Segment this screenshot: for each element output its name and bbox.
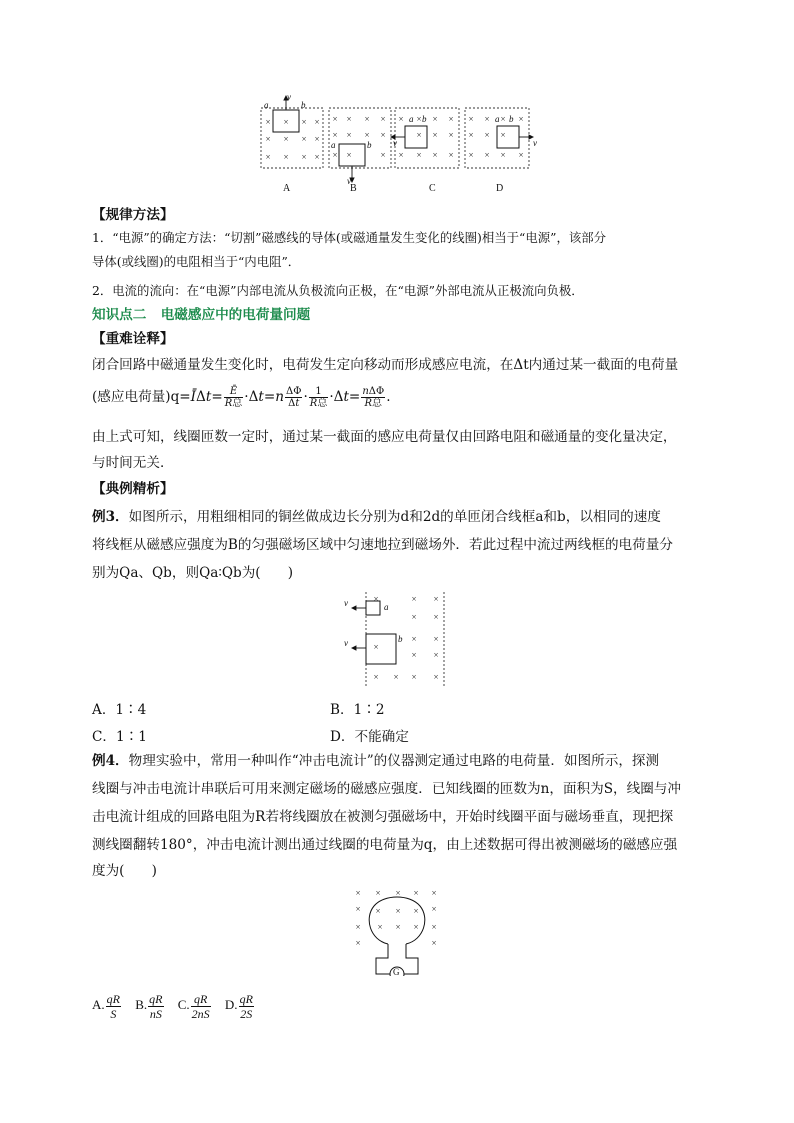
knowledge-heading [92,306,310,324]
figure-label-d: D [496,183,504,194]
svg-text:×: × [416,130,422,140]
example-4-line-2: 线圈与冲击电流计串联后可用来测定磁场的磁感应强度．已知线圈的匝数为n，面积为S，线圈与冲 [92,781,682,797]
svg-text:×: × [432,114,438,124]
svg-text:×: × [416,150,422,160]
svg-text:v: v [287,92,291,102]
svg-text:×: × [301,134,307,144]
figure-four-panels [255,92,555,197]
svg-text:×: × [395,922,401,932]
explain-line-1: 闭合回路中磁通量发生变化时，电荷发生定向移动而形成感应电流，在Δt内通过某一截面的电荷量 [92,357,679,373]
example-3-option-b[interactable]: B．1∶2 [330,702,385,718]
example-4-line-3: 击电流计组成的回路电阻为R若将线圈放在被测匀强磁场中，开始时线圈平面与磁场垂直，现把探 [92,809,674,825]
example-3-line-2: 将线框从磁感应强度为B的匀强磁场区域中匀速地拉到磁场外．若此过程中流过两线框的电荷量分 [92,537,673,553]
svg-text:v: v [347,176,351,186]
svg-text:×: × [283,152,289,162]
svg-text:×: × [432,130,438,140]
method-point-2: 2．电流的流向：在“电源”内部电流从负极流向正极，在“电源”外部电流从正极流向负极． [92,283,584,298]
explain-heading: 【重难诠释】 [92,331,174,347]
example-3-option-a[interactable]: A．1∶4 [92,702,147,718]
method-point-1-line-2: 导体(或线圈)的电阻相当于“内电阻”． [92,254,301,269]
svg-text:×: × [373,672,379,682]
svg-text:×: × [500,114,506,124]
svg-text:×: × [468,150,474,160]
svg-text:×: × [364,130,370,140]
svg-text:b: b [367,140,372,150]
svg-text:×: × [433,612,439,622]
figure-label-b: B [350,183,357,194]
svg-text:×: × [433,594,439,604]
svg-text:×: × [411,634,417,644]
svg-text:×: × [265,152,271,162]
svg-text:×: × [433,634,439,644]
svg-text:×: × [413,888,419,898]
examples-heading: 【典例精析】 [92,481,174,497]
svg-text:×: × [395,906,401,916]
svg-text:×: × [411,612,417,622]
figure-two-frames [340,590,450,688]
svg-text:v: v [533,138,537,148]
svg-text:×: × [355,938,361,948]
svg-text:×: × [398,150,404,160]
svg-text:×: × [500,150,506,160]
svg-text:a: a [409,114,414,124]
example-3-text-1: 如图所示，用粗细相同的铜丝做成边长分别为d和2d的单匝闭合线框a和b，以相同的速度 [128,509,661,525]
svg-text:×: × [375,888,381,898]
svg-text:×: × [314,134,320,144]
svg-text:×: × [448,130,454,140]
galvanometer-label: G [393,967,400,977]
svg-text:×: × [433,650,439,660]
svg-text:×: × [314,152,320,162]
svg-text:×: × [484,150,490,160]
fraction-dphi-over-dt: $\frac{\Delta\Phi}{\Delta t}$ [286,386,302,409]
svg-text:×: × [431,888,437,898]
svg-text:×: × [398,114,404,124]
svg-text:×: × [265,134,271,144]
svg-text:×: × [411,672,417,682]
svg-text:b: b [509,114,514,124]
svg-text:×: × [332,114,338,124]
svg-text:b: b [398,634,403,644]
fraction-ndphi-over-r: $\frac{\text{nΔΦ}}{\text{R总}}$ [362,386,385,409]
example-4-option-b[interactable]: B. $\frac{qR}{nS}$ [135,992,163,1021]
svg-text:×: × [373,594,379,604]
svg-text:×: × [468,114,474,124]
example-3-option-d[interactable]: D．不能确定 [330,729,409,745]
svg-text:b: b [301,100,306,110]
example-4-label: 例4． [92,753,129,769]
method-point-1-line-1: 1．“电源”的确定方法：“切割”磁感线的导体(或磁通量发生变化的线圈)相当于“电源”，该部分 [92,230,607,245]
example-3-option-c[interactable]: C．1∶1 [92,729,147,745]
svg-text:×: × [265,117,271,127]
example-4-text-1: 物理实验中，常用一种叫作“冲击电流计”的仪器测定通过电路的电荷量．如图所示，探测 [128,753,660,769]
svg-text:×: × [283,117,289,127]
svg-text:×: × [283,134,289,144]
svg-text:×: × [364,114,370,124]
svg-text:×: × [413,906,419,916]
example-4-options [92,992,255,1021]
explain-line-4: 与时间无关． [92,455,174,471]
knowledge-tag: 知识点二 [92,307,147,323]
example-4-line-5: 度为( ) [92,863,157,879]
example-3-line-3: 别为Qa、Qb，则Qa∶Qb为( ) [92,565,294,581]
svg-text:×: × [413,922,419,932]
svg-text:×: × [380,114,386,124]
svg-text:×: × [431,904,437,914]
svg-text:×: × [395,888,401,898]
svg-text:×: × [518,150,524,160]
svg-text:a: a [331,140,336,150]
svg-text:×: × [433,672,439,682]
explain-line-3: 由上式可知，线圈匝数一定时，通过某一截面的感应电荷量仅由回路电阻和磁通量的变化量决定， [92,429,677,445]
svg-text:×: × [301,117,307,127]
svg-text:×: × [373,642,379,652]
explain-formula-prefix: (感应电荷量)q= [92,389,191,405]
example-3-label: 例3． [92,509,129,525]
svg-text:v: v [393,138,397,148]
fraction-emf-over-r: $\frac{Ē}{\text{R总}}$ [224,386,243,409]
method-heading: 【规律方法】 [92,207,174,223]
svg-text:×: × [346,130,352,140]
svg-text:×: × [380,130,386,140]
svg-text:×: × [332,150,338,160]
svg-text:×: × [346,114,352,124]
svg-text:×: × [346,150,352,160]
example-3-line-1 [92,508,661,526]
svg-text:×: × [431,922,437,932]
svg-text:×: × [375,906,381,916]
svg-text:×: × [355,904,361,914]
svg-text:a: a [495,114,500,124]
svg-text:v: v [344,598,348,608]
svg-text:×: × [484,130,490,140]
svg-text:×: × [484,114,490,124]
figure-label-a: A [283,183,291,194]
example-4-option-c[interactable]: C. $\frac{qR}{2nS}$ [177,992,210,1021]
svg-text:a: a [264,100,269,110]
figure-coil-galvanometer [348,884,444,976]
svg-text:×: × [332,130,338,140]
svg-text:×: × [448,150,454,160]
svg-text:×: × [411,650,417,660]
example-4-line-4: 测线圈翻转180°，冲击电流计测出通过线圈的电荷量为q，由上述数据可得出被测磁场的磁感应强 [92,837,678,853]
svg-text:×: × [500,130,506,140]
svg-text:×: × [314,117,320,127]
svg-text:×: × [518,114,524,124]
example-4-line-1 [92,752,659,770]
svg-text:×: × [448,114,454,124]
svg-text:×: × [355,922,361,932]
svg-text:×: × [377,922,383,932]
svg-text:×: × [380,150,386,160]
svg-text:×: × [355,888,361,898]
svg-text:a: a [384,602,389,612]
svg-text:×: × [393,672,399,682]
svg-text:×: × [432,150,438,160]
example-4-option-d[interactable]: D. $\frac{qR}{2S}$ [224,992,253,1021]
svg-text:×: × [431,938,437,948]
figure-label-c: C [429,183,436,194]
svg-text:×: × [416,114,422,124]
fraction-one-over-r: $\frac{1}{\text{R总}}$ [309,386,328,409]
svg-text:v: v [344,638,348,648]
example-4-option-a[interactable]: A. $\frac{qR}{S}$ [92,992,120,1021]
svg-text:×: × [468,130,474,140]
svg-text:×: × [411,594,417,604]
svg-text:×: × [301,152,307,162]
knowledge-title: 电磁感应中的电荷量问题 [160,307,311,323]
explain-formula-line: (感应电荷量)q=ĪΔt= $\frac{Ē}{\text{R总}}$ ·Δt=n $\frac{\Delta\Phi}{\Delta t}$ · $\frac{1}{\text{R总}}$ ·Δt= $\frac{\text{nΔΦ}}{\text{R总}}$ . [92,386,391,409]
svg-text:b: b [422,114,427,124]
